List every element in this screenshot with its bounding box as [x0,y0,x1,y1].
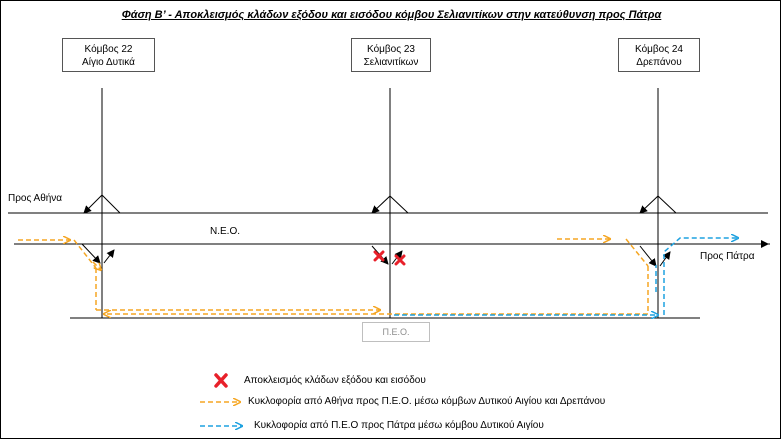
legend-blue-route-text: Κυκλοφορία από Π.Ε.Ο προς Πάτρα μέσω κόμβου Δυτικού Αιγίου [254,420,544,431]
to-athens-label: Προς Αθήνα [8,193,63,204]
node-23-name: Κόμβος 23 [367,44,415,55]
node-23-ramp-up-right [390,196,408,213]
to-patra-label: Προς Πάτρα [700,251,755,262]
node-24-ramp-up-right [658,196,676,213]
node-23-ramp-up-left [372,196,390,213]
diagram-title: Φάση Β’ - Αποκλεισμός κλάδων εξόδου και εισόδου κόμβου Σελιανιτίκων στην κατεύθυνση προς Πάτρα [121,9,662,21]
legend-closure-x-icon [216,375,226,386]
node-22-location: Αίγιο Δυτικά [82,57,135,68]
orange-route-node-22 [18,240,380,310]
node-24-location: Δρεπάνου [636,57,682,68]
blue-route-node-24 [394,238,738,315]
node-23-location: Σελιανιτίκων [363,57,419,68]
node-22-ramp-down-right [104,250,114,263]
node-22-ramp-up-left [84,195,102,213]
peo-label-box: Π.Ε.Ο. [362,322,430,342]
node-24-name: Κόμβος 24 [635,44,683,55]
node-24-ramp-down-right [660,252,670,266]
neo-label: Ν.Ε.Ο. [210,226,241,237]
closure-x-icon [396,256,404,264]
legend-closure-text: Αποκλεισμός κλάδων εξόδου και εισόδου [244,375,426,386]
legend-orange-route-text: Κυκλοφορία από Αθήνα προς Π.Ε.Ο. μέσω κόμβων Δυτικού Αιγίου και Δρεπάνου [248,396,606,407]
node-24-ramp-up-left [640,196,658,213]
node-22-name: Κόμβος 22 [84,44,133,55]
node-22-ramp-up-right [102,195,120,213]
node-24-ramp-down-left [640,246,656,266]
